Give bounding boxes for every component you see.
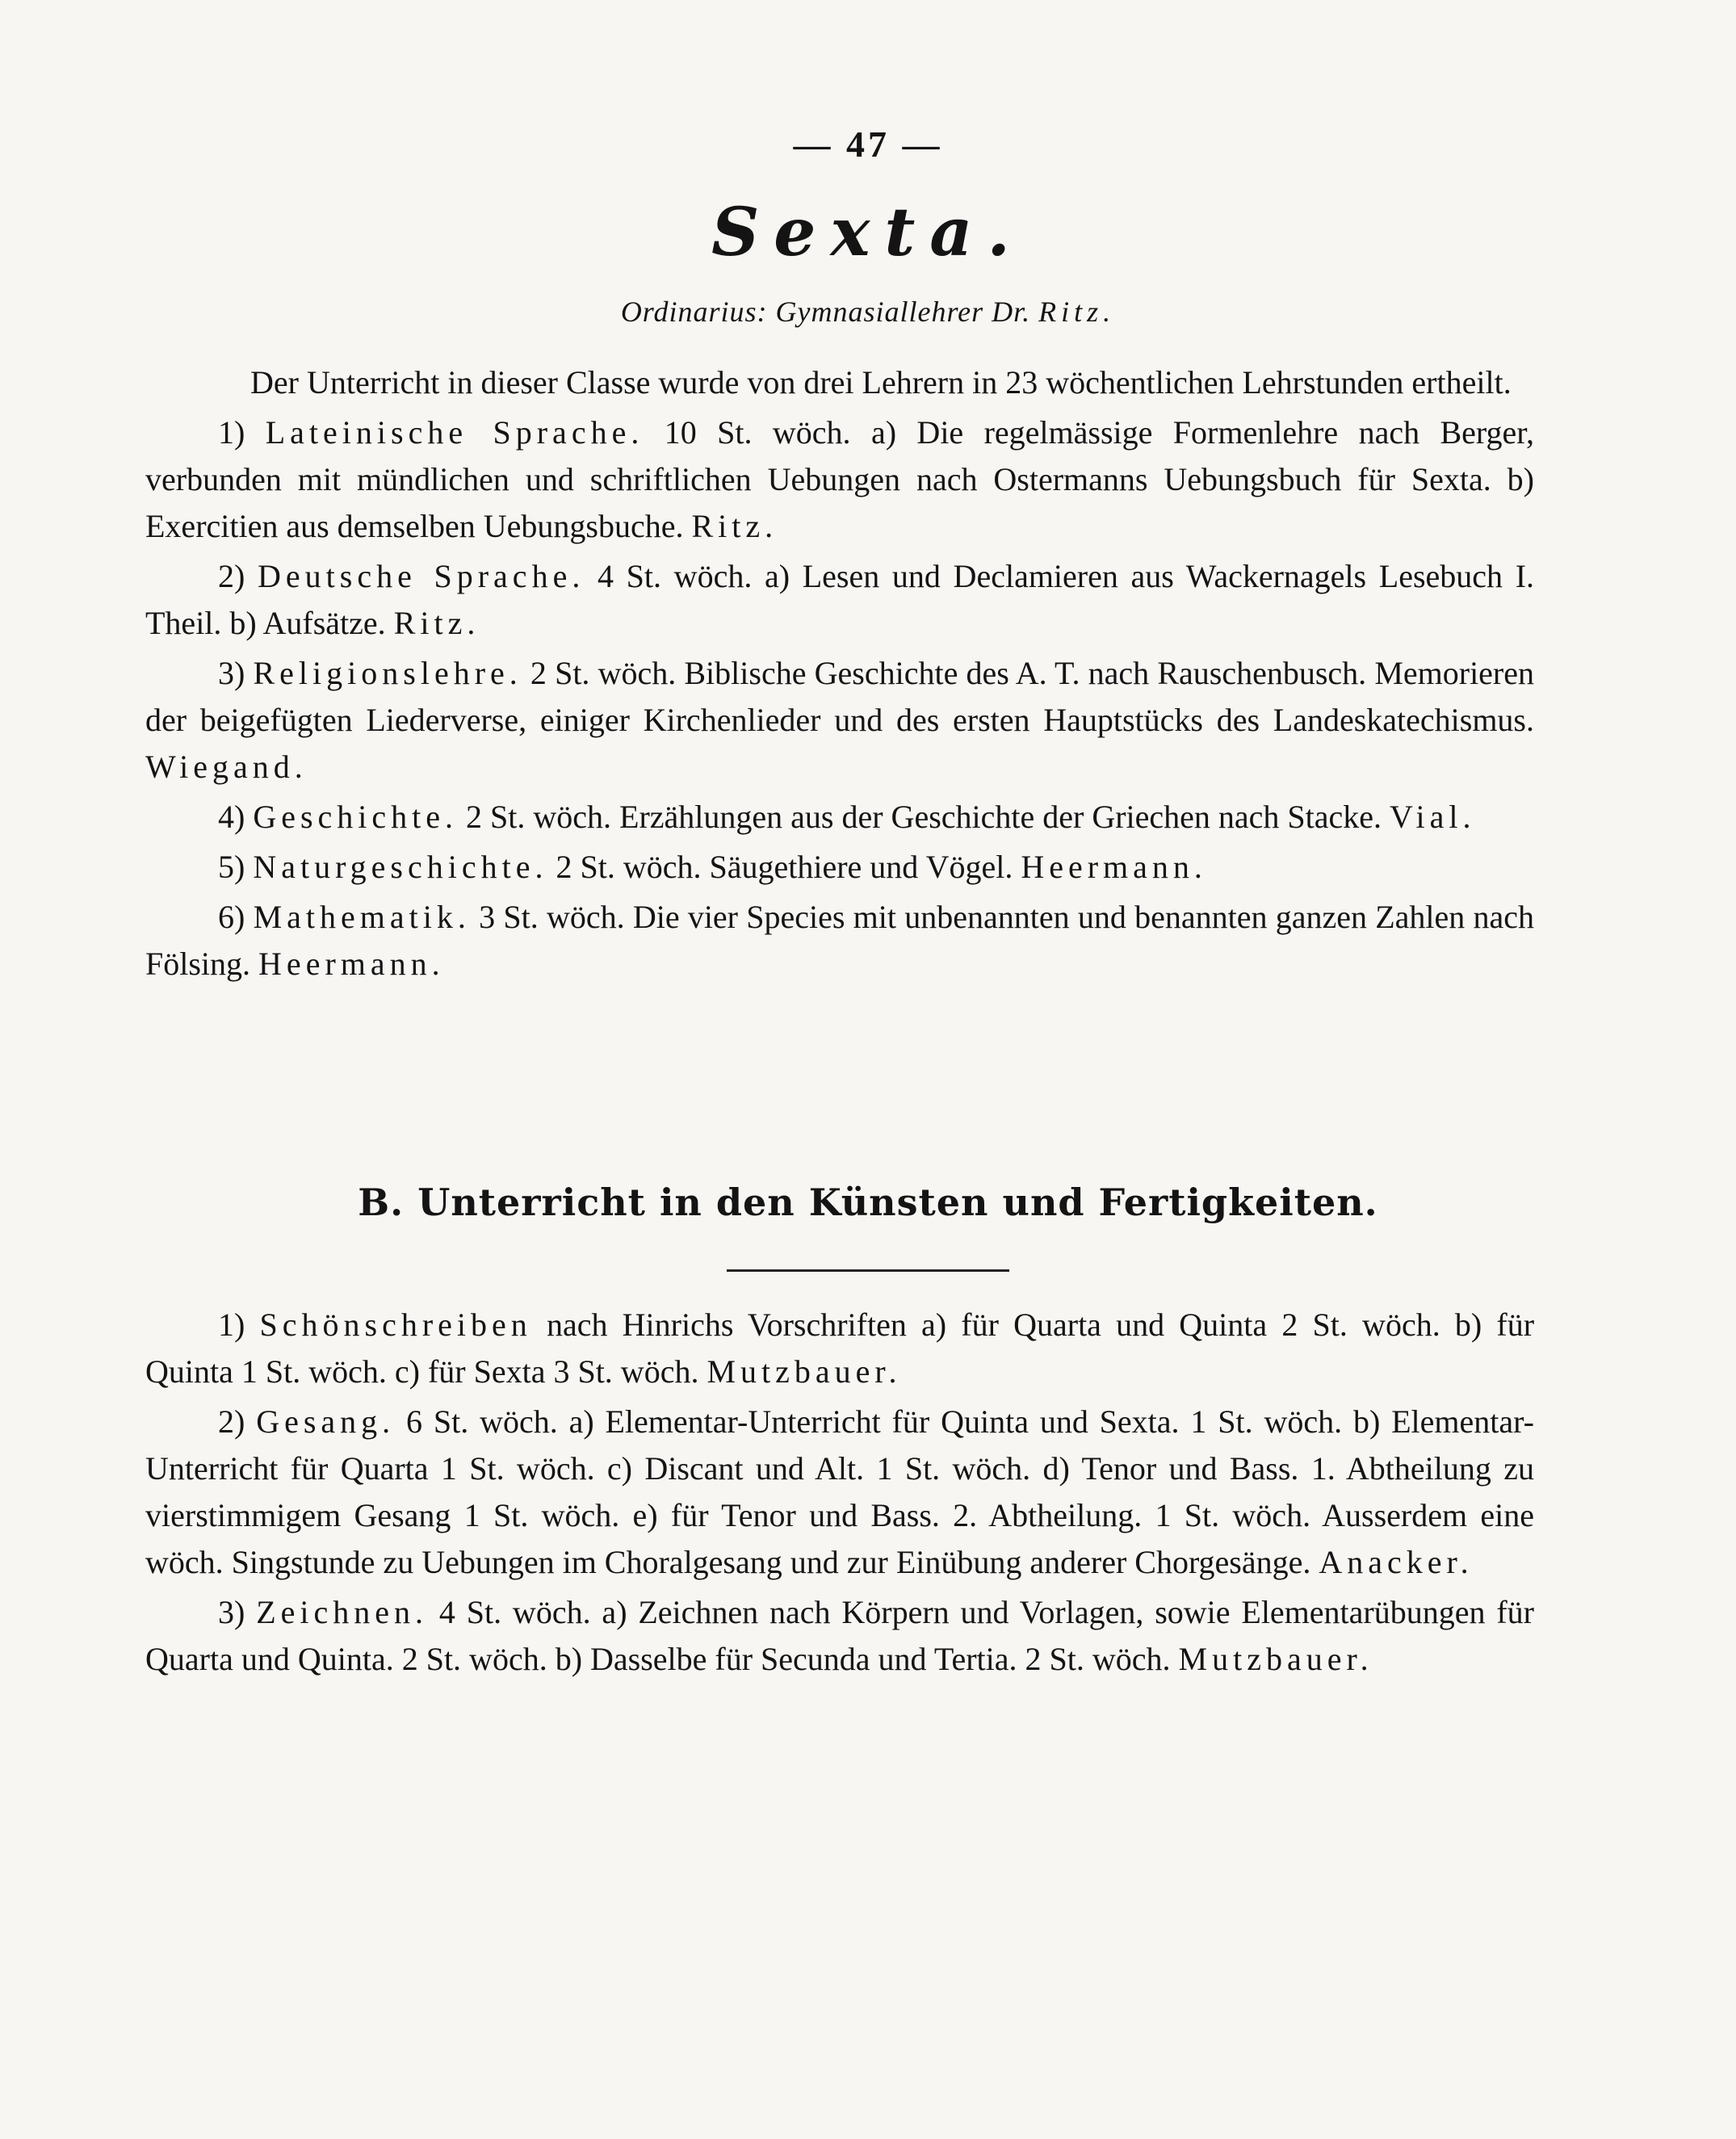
item-number: 2) <box>218 558 245 594</box>
skill-text: 4 St. wöch. a) Zeichnen nach Körpern und Vorlagen, sowie Elementarübungen für Quarta und Quinta. 2 St. wöch. b) Dasselbe für Secunda und Tertia. 2 St. wöch. <box>145 1594 1534 1677</box>
section-b-heading: B. Unterricht in den Künsten und Fertigkeiten. <box>358 1181 1378 1224</box>
subject-paragraph <box>145 553 1534 647</box>
subject-name: Lateinische Sprache. <box>265 414 644 451</box>
divider-rule <box>727 1269 1009 1272</box>
page-number: — 47 — <box>793 124 943 165</box>
subject-text: 10 St. wöch. a) Die regelmässige Formenlehre nach Berger, verbunden mit mündlichen und schriftlichen Uebungen nach Ostermanns Uebungsbuch für Sexta. b) Exercitien aus demselben Uebungsbuche. <box>145 414 1534 544</box>
subject-paragraph <box>145 409 1534 550</box>
skill-paragraph <box>145 1589 1534 1683</box>
section-title: Sexta. <box>711 194 1025 271</box>
subject-text: 3 St. wöch. Die vier Species mit unbenannten und benannten ganzen Zahlen nach Fölsing. <box>145 899 1535 982</box>
subject-name: Mathematik. <box>253 899 471 935</box>
teacher-name: Wiegand. <box>145 749 308 785</box>
subject-paragraph <box>145 794 1534 841</box>
ordinarius-line <box>0 295 1736 329</box>
skill-text: nach Hinrichs Vorschriften a) für Quarta und Quinta 2 St. wöch. b) für Quinta 1 St. wöch. c) für Sexta 3 St. wöch. <box>145 1306 1535 1390</box>
skill-name: Gesang. <box>256 1403 396 1440</box>
item-number: 1) <box>218 414 245 451</box>
item-number: 5) <box>218 849 245 885</box>
ordinarius-prefix: Ordinarius: Gymnasiallehrer Dr. <box>620 296 1031 328</box>
item-number: 4) <box>218 799 245 835</box>
subject-name: Naturgeschichte. <box>253 849 548 885</box>
skill-text: 6 St. wöch. a) Elementar-Unterricht für Quinta und Sexta. 1 St. wöch. b) Elementar-Unterricht für Quarta 1 St. wöch. c) Discant und Alt. 1 St. wöch. d) Tenor und Bass. 1. Abtheilung zu vierstimmigem Gesang 1 St. wöch. e) für Tenor und Bass. 2. Abtheilung. 1 St. wöch. Ausserdem eine wöch. Singstunde zu Uebungen im Choralgesang und zur Einübung anderer Chorgesänge. <box>145 1403 1535 1580</box>
ordinarius-name: Ritz. <box>1038 296 1116 328</box>
section-a-body <box>145 359 1534 991</box>
teacher-name: Ritz. <box>691 508 778 544</box>
section-b-body <box>145 1302 1534 1686</box>
teacher-name: Vial. <box>1390 799 1476 835</box>
item-number: 6) <box>218 899 245 935</box>
subject-text: 2 St. wöch. Erzählungen aus der Geschichte der Griechen nach Stacke. <box>466 799 1382 835</box>
subject-text: 2 St. wöch. Biblische Geschichte des A. T. nach Rauschenbusch. Memorieren der beigefügten Liederverse, einiger Kirchenlieder und des ersten Hauptstücks des Landeskatechismus. <box>145 655 1535 738</box>
teacher-name: Ritz. <box>393 605 480 641</box>
teacher-name: Anacker. <box>1319 1544 1474 1580</box>
subject-text: 2 St. wöch. Säugethiere und Vögel. <box>556 849 1013 885</box>
item-number: 3) <box>218 655 245 691</box>
item-number: 2) <box>218 1403 245 1440</box>
teacher-name: Heermann. <box>258 946 445 982</box>
item-number: 3) <box>218 1594 245 1630</box>
skill-name: Schönschreiben <box>259 1306 532 1343</box>
skill-paragraph <box>145 1302 1534 1395</box>
subject-paragraph <box>145 650 1534 791</box>
intro-paragraph: Der Unterricht in dieser Classe wurde von drei Lehrern in 23 wöchentlichen Lehrstunden ertheilt. <box>250 364 1512 401</box>
subject-name: Deutsche Sprache. <box>258 558 585 594</box>
subject-name: Religionslehre. <box>253 655 522 691</box>
teacher-name: Mutzbauer. <box>707 1353 902 1390</box>
subject-paragraph <box>145 844 1534 891</box>
subject-text: 4 St. wöch. a) Lesen und Declamieren aus Wackernagels Lesebuch I. Theil. b) Aufsätze. <box>145 558 1535 641</box>
skill-paragraph <box>145 1399 1534 1586</box>
teacher-name: Heermann. <box>1021 849 1207 885</box>
skill-name: Zeichnen. <box>256 1594 428 1630</box>
teacher-name: Mutzbauer. <box>1178 1641 1373 1677</box>
subject-paragraph <box>145 894 1534 988</box>
subject-name: Geschichte. <box>253 799 459 835</box>
item-number: 1) <box>218 1306 245 1343</box>
